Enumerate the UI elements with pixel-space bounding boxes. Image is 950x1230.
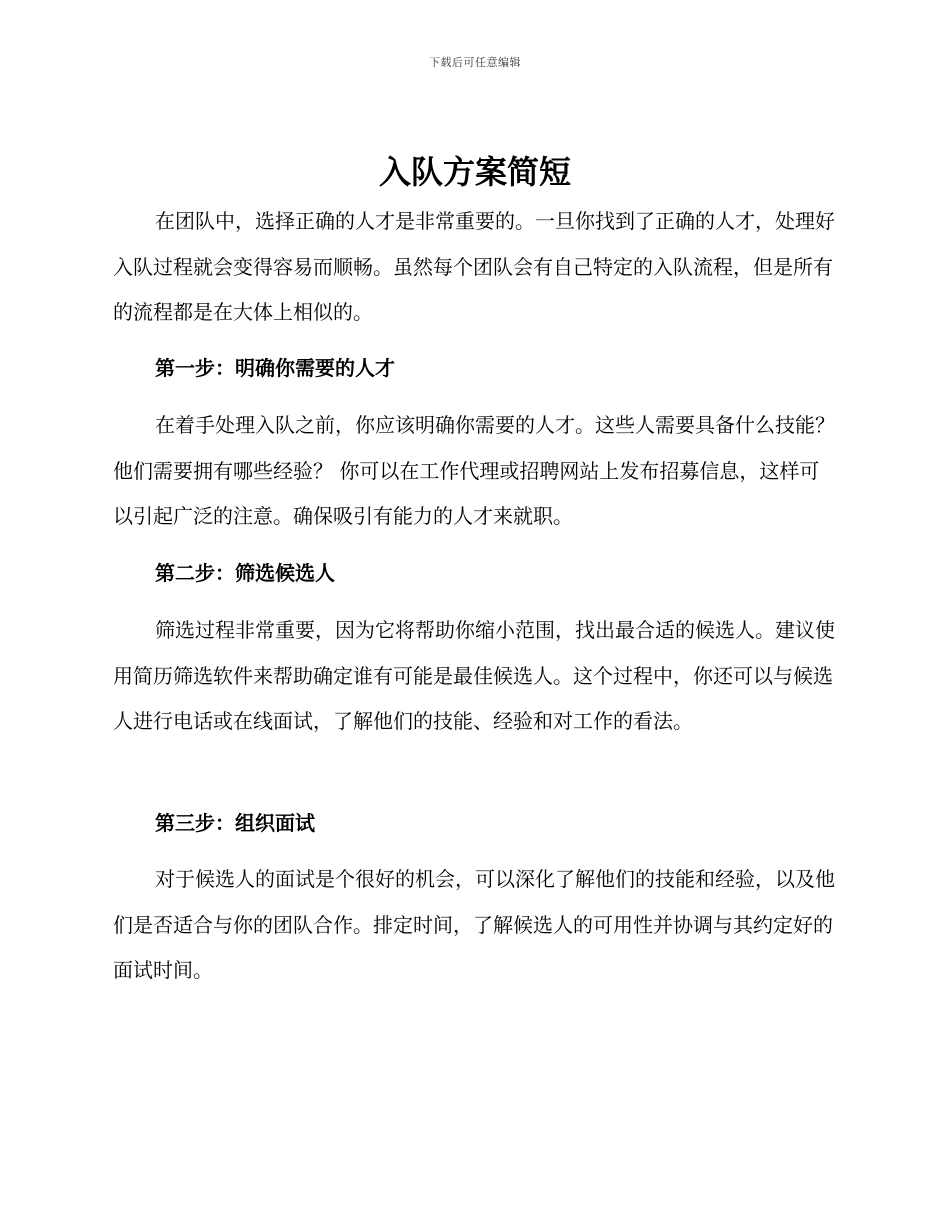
step-2-paragraph: 筛选过程非常重要，因为它将帮助你缩小范围，找出最合适的候选人。建议使用简历筛选软件来帮助确定谁有可能是最佳候选人。这个过程中，你还可以与候选人进行电话或在线面试，了解他们的技能、经验和对工作的看法。 [113, 618, 835, 733]
step-1-heading: 第一步：明确你需要的人才 [155, 356, 395, 380]
step-1-paragraph: 在着手处理入队之前，你应该明确你需要的人才。这些人需要具备什么技能？他们需要拥有哪些经验？ 你可以在工作代理或招聘网站上发布招募信息，这样可以引起广泛的注意。确保吸引有能力的人才来就职。 [113, 413, 835, 528]
intro-paragraph: 在团队中，选择正确的人才是非常重要的。一旦你找到了正确的人才，处理好入队过程就会变得容易而顺畅。虽然每个团队会有自己特定的入队流程，但是所有的流程都是在大体上相似的。 [113, 209, 835, 324]
page-title: 入队方案简短 [378, 153, 571, 191]
header-note: 下载后可任意编辑 [429, 56, 521, 69]
step-2-heading: 第二步：筛选候选人 [155, 561, 335, 585]
step-3-paragraph: 对于候选人的面试是个很好的机会，可以深化了解他们的技能和经验，以及他们是否适合与你的团队合作。排定时间，了解候选人的可用性并协调与其约定好的面试时间。 [113, 867, 835, 982]
step-3-heading: 第三步：组织面试 [155, 811, 315, 835]
